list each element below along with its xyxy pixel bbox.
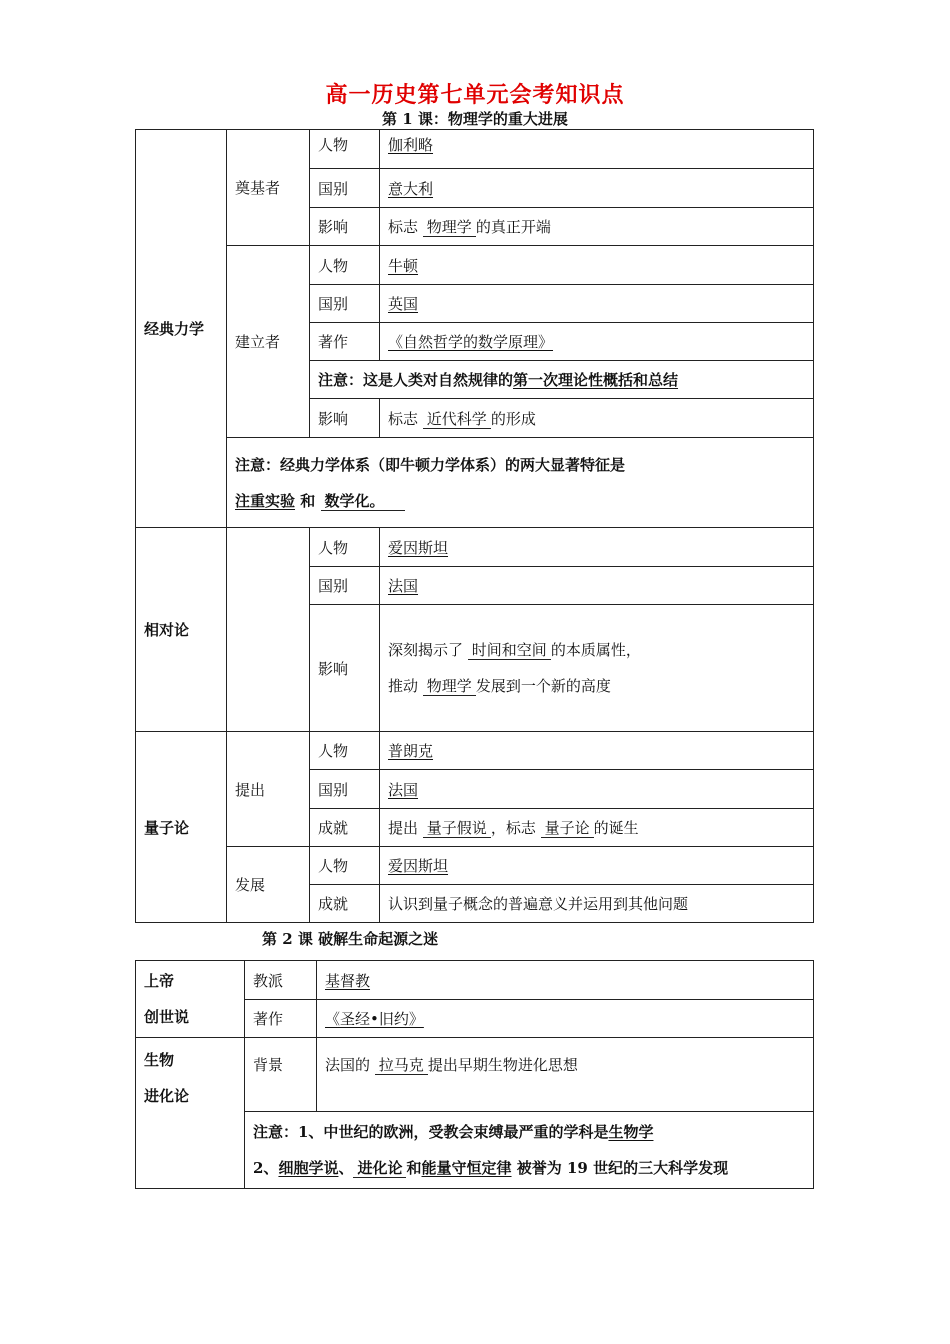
quantum-propose-country-key: 国别 <box>310 770 380 809</box>
relativity-impact-key: 影响 <box>310 605 380 732</box>
builder-country-value: 英国 <box>380 285 814 323</box>
quantum-propose-label: 提出 <box>227 732 310 847</box>
builder-impact-key: 影响 <box>310 399 380 438</box>
relativity-country-key: 国别 <box>310 567 380 605</box>
quantum-label: 量子论 <box>136 732 227 923</box>
relativity-impact-value: 深刻揭示了 时间和空间 的本质属性， 推动 物理学 发展到一个新的高度 <box>380 605 814 732</box>
classical-note: 注意：经典力学体系（即牛顿力学体系）的两大显著特征是 注重实验 和 数学化。 <box>227 438 814 528</box>
creation-work-key: 著作 <box>245 1000 317 1038</box>
founder-person-value: 伽利略 <box>380 130 814 169</box>
builder-person-key: 人物 <box>310 246 380 285</box>
quantum-develop-person-value: 爱因斯坦 <box>380 847 814 885</box>
quantum-develop-person-key: 人物 <box>310 847 380 885</box>
relativity-person-key: 人物 <box>310 528 380 567</box>
builder-country-key: 国别 <box>310 285 380 323</box>
relativity-person-value: 爱因斯坦 <box>380 528 814 567</box>
creation-sect-value: 基督教 <box>317 961 814 1000</box>
evolution-note: 注意：1、中世纪的欧洲，受教会束缚最严重的学科是生物学 2、细胞学说、 进化论 和能量守恒定律 被誉为 19 世纪的三大科学发现 <box>245 1112 814 1189</box>
founder-country-key: 国别 <box>310 169 380 208</box>
builder-note: 注意：这是人类对自然规律的第一次理论性概括和总结 <box>310 361 814 399</box>
quantum-propose-person-key: 人物 <box>310 732 380 770</box>
classical-mechanics-label: 经典力学 <box>136 130 227 528</box>
lesson2-table <box>135 960 814 1189</box>
quantum-propose-ach-value: 提出 量子假说 ，标志 量子论 的诞生 <box>380 809 814 847</box>
lesson2-title: 第 2 课 破解生命起源之迷 <box>262 930 439 948</box>
founder-impact-value: 标志 物理学 的真正开端 <box>380 208 814 246</box>
builder-work-value: 《自然哲学的数学原理》 <box>380 323 814 361</box>
evolution-bg-key: 背景 <box>245 1038 317 1112</box>
relativity-blank <box>227 528 310 732</box>
creation-label: 上帝 创世说 <box>136 961 245 1038</box>
quantum-develop-label: 发展 <box>227 847 310 923</box>
founder-country-value: 意大利 <box>380 169 814 208</box>
relativity-label: 相对论 <box>136 528 227 732</box>
builder-person-value: 牛顿 <box>380 246 814 285</box>
founder-label: 奠基者 <box>227 130 310 246</box>
quantum-propose-country-value: 法国 <box>380 770 814 809</box>
evolution-bg-value: 法国的 拉马克 提出早期生物进化思想 <box>317 1038 814 1112</box>
quantum-develop-ach-key: 成就 <box>310 885 380 923</box>
builder-impact-value: 标志 近代科学 的形成 <box>380 399 814 438</box>
creation-work-value: 《圣经•旧约》 <box>317 1000 814 1038</box>
lesson1-table <box>135 129 814 923</box>
lesson1-title: 第 1 课：物理学的重大进展 <box>382 110 568 128</box>
founder-person-key: 人物 <box>310 130 380 169</box>
document-title: 高一历史第七单元会考知识点 <box>325 82 625 108</box>
quantum-propose-person-value: 普朗克 <box>380 732 814 770</box>
builder-work-key: 著作 <box>310 323 380 361</box>
builder-label: 建立者 <box>227 246 310 438</box>
founder-impact-key: 影响 <box>310 208 380 246</box>
evolution-label: 生物 进化论 <box>136 1038 245 1189</box>
creation-sect-key: 教派 <box>245 961 317 1000</box>
relativity-country-value: 法国 <box>380 567 814 605</box>
quantum-propose-ach-key: 成就 <box>310 809 380 847</box>
quantum-develop-ach-value: 认识到量子概念的普遍意义并运用到其他问题 <box>380 885 814 923</box>
